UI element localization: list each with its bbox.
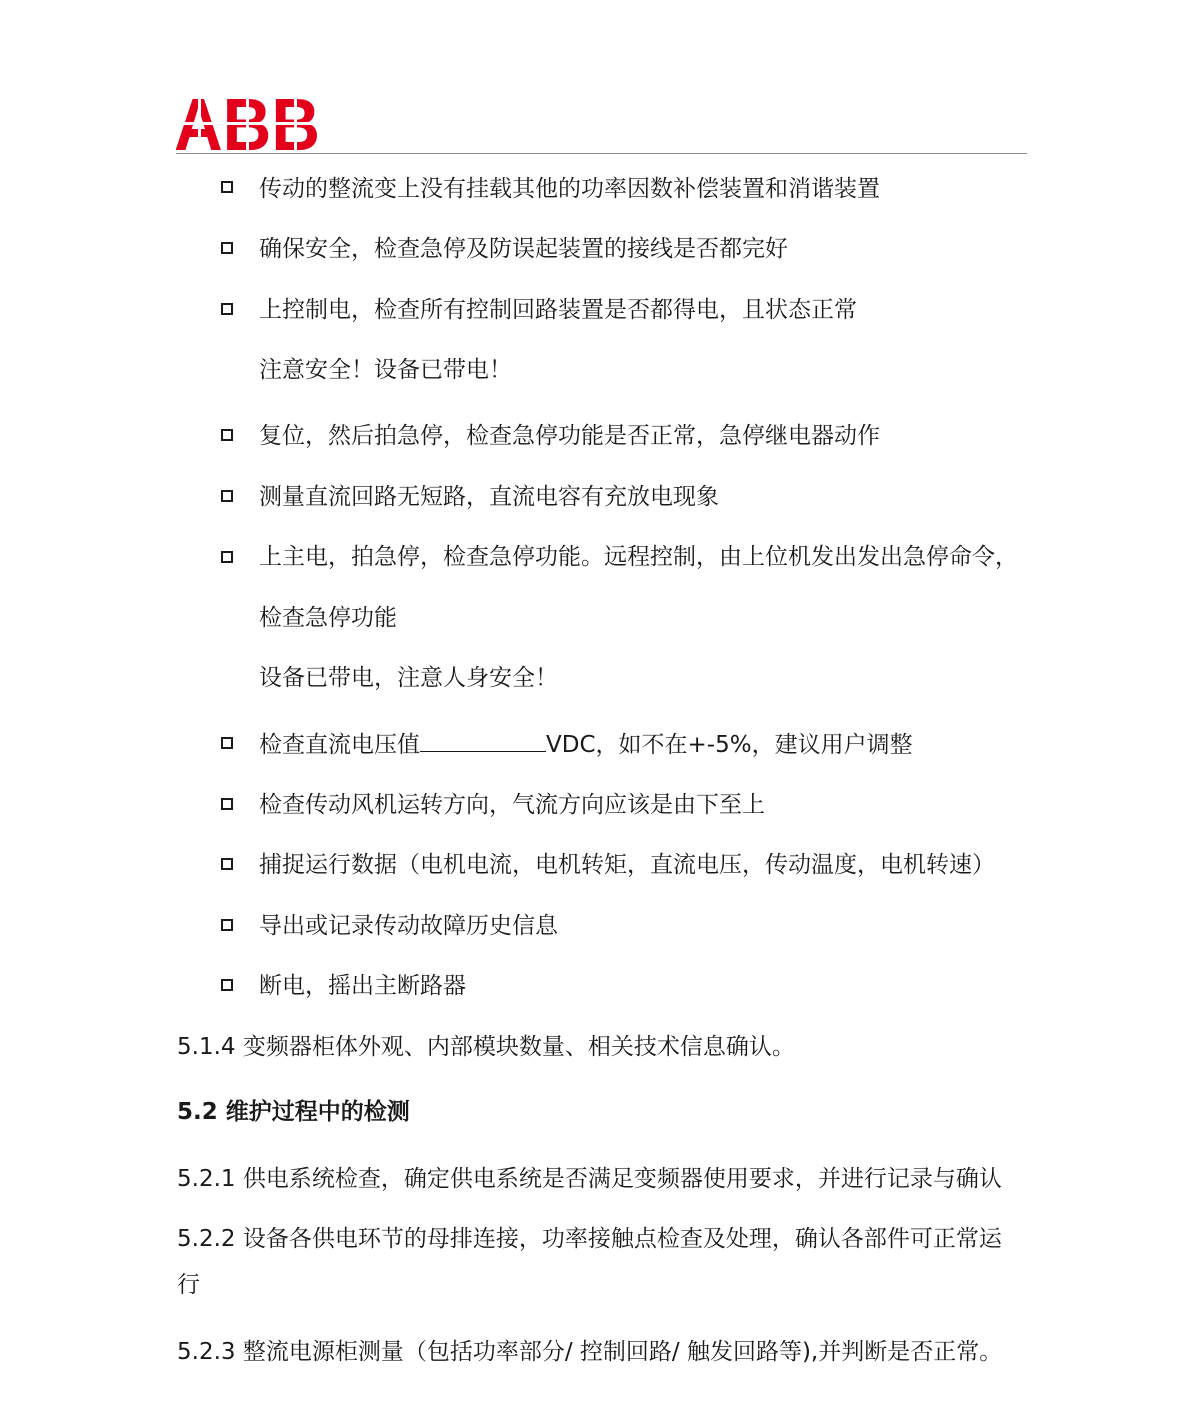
section-5-2-heading: 5.2 维护过程中的检测 (177, 1099, 410, 1125)
checkbox-icon (221, 979, 233, 991)
checkbox-icon (221, 242, 233, 254)
checkbox-icon (221, 798, 233, 810)
checklist-item: 捕捉运行数据（电机电流，电机转矩，直流电压，传动温度，电机转速） (259, 852, 995, 878)
section-5-2-2-continuation: 行 (177, 1272, 200, 1298)
checklist-item: 断电，摇出主断路器 (259, 973, 466, 999)
section-5-2-1: 5.2.1 供电系统检查，确定供电系统是否满足变频器使用要求，并进行记录与确认 (177, 1166, 1002, 1192)
checklist-item: 导出或记录传动故障历史信息 (259, 913, 558, 939)
section-5-1-4: 5.1.4 变频器柜体外观、内部模块数量、相关技术信息确认。 (177, 1034, 795, 1060)
page-header (176, 94, 1026, 154)
safety-note: 注意安全！设备已带电！ (259, 357, 512, 383)
checklist-item-continuation: 检查急停功能 (259, 605, 397, 631)
checkbox-icon (221, 429, 233, 441)
checklist-item: 测量直流回路无短路，直流电容有充放电现象 (259, 484, 719, 510)
safety-note: 设备已带电，注意人身安全！ (259, 665, 558, 691)
checkbox-icon (221, 551, 233, 563)
checklist-item: 上主电，拍急停，检查急停功能。远程控制，由上位机发出发出急停命令， (259, 544, 1018, 570)
section-5-2-3: 5.2.3 整流电源柜测量（包括功率部分/ 控制回路/ 触发回路等),并判断是否正常。 (177, 1339, 1003, 1365)
header-divider (176, 153, 1027, 154)
checkbox-icon (221, 181, 233, 193)
checkbox-icon (221, 737, 233, 749)
abb-logo (176, 94, 322, 152)
checklist-item: 复位，然后拍急停，检查急停功能是否正常，急停继电器动作 (259, 423, 880, 449)
section-5-2-2: 5.2.2 设备各供电环节的母排连接，功率接触点检查及处理，确认各部件可正常运 (177, 1226, 1002, 1252)
checklist-item-dc-voltage (259, 729, 913, 760)
checkbox-icon (221, 919, 233, 931)
dc-voltage-label: 检查直流电压值 (259, 732, 420, 758)
checklist-item: 传动的整流变上没有挂载其他的功率因数补偿装置和消谐装置 (259, 176, 880, 202)
checklist-item: 检查传动风机运转方向，气流方向应该是由下至上 (259, 792, 765, 818)
checkbox-icon (221, 303, 233, 315)
checklist-item: 确保安全，检查急停及防误起装置的接线是否都完好 (259, 236, 788, 262)
checklist-item: 上控制电，检查所有控制回路装置是否都得电，且状态正常 (259, 297, 857, 323)
checkbox-icon (221, 858, 233, 870)
dc-voltage-blank (420, 729, 546, 752)
dc-voltage-unit-note: VDC，如不在+-5%，建议用户调整 (546, 732, 913, 758)
checkbox-icon (221, 490, 233, 502)
